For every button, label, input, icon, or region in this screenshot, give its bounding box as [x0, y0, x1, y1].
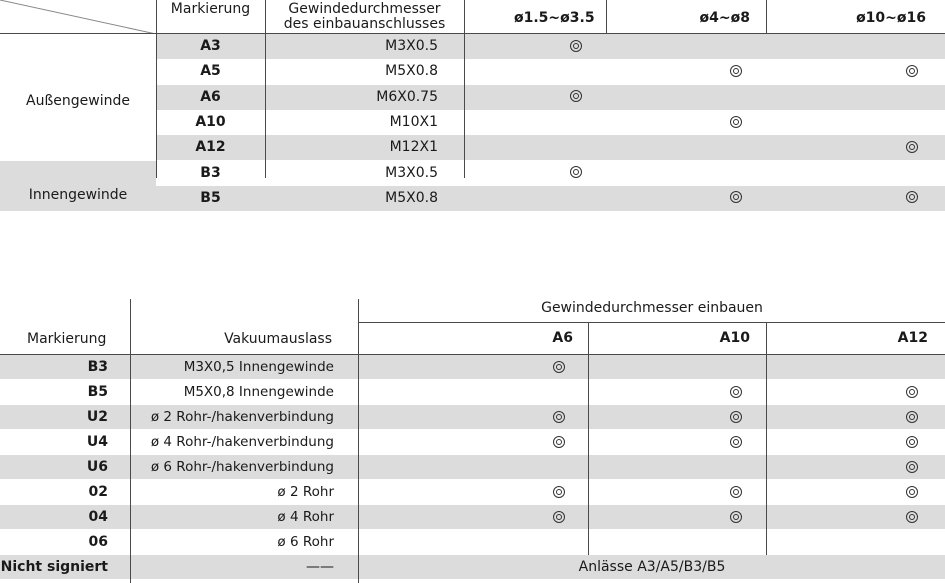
double-circle-icon: [551, 509, 567, 525]
row-code: B3: [87, 359, 108, 375]
row-outlet: M3X0,5 Innengewinde: [183, 359, 334, 375]
double-circle-icon: [728, 484, 744, 500]
group-shade: [0, 161, 156, 212]
row-note: Anlässe A3/A5/B3/B5: [578, 559, 726, 575]
group-inner-thread: Innengewinde: [28, 187, 128, 203]
double-circle-icon: [728, 409, 744, 425]
double-circle-icon: [551, 484, 567, 500]
group-outer-thread: Außengewinde: [26, 93, 130, 109]
row-code: 06: [88, 534, 108, 550]
row-code: A10: [195, 113, 226, 130]
double-circle-icon: [728, 384, 744, 400]
double-circle-icon: [904, 409, 920, 425]
header-col3: ø10~ø16: [856, 10, 926, 26]
row-code: U2: [86, 409, 108, 425]
header-col1: ø1.5~ø3.5: [514, 10, 595, 26]
row-outlet: ø 2 Rohr: [277, 484, 334, 500]
header-group: Gewindedurchmesser einbauen: [541, 300, 763, 316]
header-col2: A10: [719, 330, 750, 346]
double-circle-icon: [904, 139, 920, 155]
group-header-divider: [359, 322, 945, 323]
row-thread: M6X0.75: [376, 88, 438, 105]
double-circle-icon: [904, 484, 920, 500]
double-circle-icon: [728, 509, 744, 525]
double-circle-icon: [568, 38, 584, 54]
col-divider: [766, 322, 767, 555]
header-thread-line1: Gewindedurchmesser: [288, 1, 441, 17]
double-circle-icon: [551, 409, 567, 425]
row-code: A6: [200, 88, 221, 105]
row-outlet: ø 2 Rohr-/hakenverbindung: [150, 409, 334, 425]
header-col2: ø4~ø8: [699, 10, 750, 26]
double-circle-icon: [728, 114, 744, 130]
row-thread: M10X1: [389, 113, 438, 130]
header-marking: Markierung: [27, 331, 107, 347]
double-circle-icon: [904, 434, 920, 450]
row-outlet: ø 4 Rohr-/hakenverbindung: [150, 434, 334, 450]
header-thread-line2: des einbauanschlusses: [283, 16, 446, 32]
header-divider: [0, 33, 945, 34]
double-circle-icon: [728, 63, 744, 79]
header-col3: A12: [897, 330, 928, 346]
row-code: B5: [87, 384, 108, 400]
row-outlet: M5X0,8 Innengewinde: [183, 384, 334, 400]
double-circle-icon: [551, 359, 567, 375]
row-code: B3: [200, 164, 221, 181]
double-circle-icon: [904, 189, 920, 205]
double-circle-icon: [551, 434, 567, 450]
row-thread: M5X0.8: [385, 63, 438, 80]
double-circle-icon: [728, 434, 744, 450]
row-code: 04: [88, 509, 108, 525]
header-col1: A6: [552, 330, 573, 346]
double-circle-icon: [568, 164, 584, 180]
col-divider: [464, 0, 465, 178]
row-thread: M3X0.5: [385, 38, 438, 54]
double-circle-icon: [904, 459, 920, 475]
row-outlet: ——: [306, 559, 334, 575]
row-code: U4: [86, 434, 108, 450]
row-code: B5: [200, 189, 221, 206]
row-code: 02: [88, 484, 108, 500]
double-circle-icon: [728, 189, 744, 205]
double-circle-icon: [568, 88, 584, 104]
row-thread: M5X0.8: [385, 189, 438, 206]
row-thread: M12X1: [389, 139, 438, 156]
row-code: A12: [195, 139, 226, 156]
double-circle-icon: [904, 509, 920, 525]
double-circle-icon: [904, 63, 920, 79]
row-code: Nicht signiert: [0, 559, 108, 575]
row-outlet: ø 6 Rohr: [277, 534, 334, 550]
header-outlet: Vakuumauslass: [224, 331, 332, 347]
row-code: U6: [86, 459, 108, 475]
double-circle-icon: [904, 384, 920, 400]
row-thread: M3X0.5: [385, 164, 438, 181]
header-marking: Markierung: [170, 1, 251, 17]
row-code: A5: [200, 63, 221, 80]
row-outlet: ø 6 Rohr-/hakenverbindung: [150, 459, 334, 475]
corner-diagonal: [0, 0, 156, 34]
row-outlet: ø 4 Rohr: [277, 509, 334, 525]
row-code: A3: [200, 38, 221, 54]
header-divider: [0, 354, 945, 355]
col-divider: [588, 322, 589, 555]
